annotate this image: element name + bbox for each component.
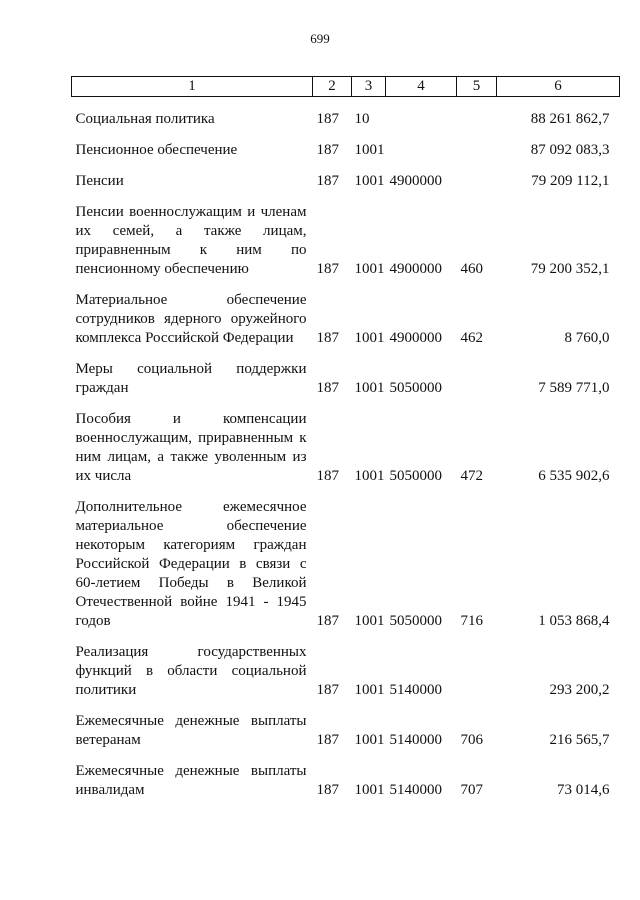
budget-table — [71, 76, 620, 800]
table-row — [72, 129, 620, 160]
row-col-3-cell: 1001 — [354, 261, 385, 277]
row-col-5-cell — [457, 160, 497, 191]
row-col-3-cell: 1001 — [354, 380, 385, 396]
header-col-4: 4 — [386, 77, 457, 97]
row-col-2-cell: 187 — [316, 173, 339, 189]
row-col-3-cell: 1001 — [354, 330, 385, 346]
row-col-5-cell — [457, 348, 497, 398]
table-row — [72, 97, 620, 130]
row-amount-cell: 87 092 083,3 — [530, 142, 610, 158]
row-col-3-cell: 1001 — [354, 173, 385, 189]
row-col-5-cell: 707 — [460, 782, 483, 798]
row-col-2-cell: 187 — [316, 682, 339, 698]
row-name-cell: Пенсии — [75, 173, 124, 189]
header-col-5: 5 — [457, 77, 497, 97]
table-row — [72, 398, 620, 486]
row-amount-cell: 73 014,6 — [557, 782, 610, 798]
row-amount-cell: 1 053 868,4 — [538, 613, 610, 629]
row-col-4-cell: 5140000 — [389, 782, 442, 798]
row-col-2-cell: 187 — [316, 468, 339, 484]
header-col-1: 1 — [72, 77, 313, 97]
row-col-5-cell: 706 — [460, 732, 483, 748]
table-row — [72, 486, 620, 631]
row-col-5-cell: 462 — [460, 330, 483, 346]
row-amount-cell: 88 261 862,7 — [530, 111, 610, 127]
row-amount-cell: 6 535 902,6 — [538, 468, 610, 484]
row-col-4-cell: 4900000 — [389, 261, 442, 277]
row-col-4-cell: 5140000 — [389, 682, 442, 698]
row-col-3-cell: 1001 — [354, 732, 385, 748]
row-col-4-cell: 5050000 — [389, 380, 442, 396]
row-col-3-cell: 1001 — [354, 782, 385, 798]
row-col-3-cell: 1001 — [354, 142, 385, 158]
row-col-4-cell: 5050000 — [389, 613, 442, 629]
row-name-cell: Материальное обеспечение сотрудников ядерного оружейного комплекса Российской Федерации — [75, 292, 307, 346]
row-col-3-cell: 1001 — [354, 468, 385, 484]
table-row — [72, 750, 620, 800]
row-amount-cell: 216 565,7 — [549, 732, 610, 748]
header-col-2: 2 — [313, 77, 352, 97]
row-col-4-cell — [386, 129, 457, 160]
row-col-4-cell: 4900000 — [389, 173, 442, 189]
row-col-2-cell: 187 — [316, 111, 339, 127]
table-row — [72, 348, 620, 398]
row-col-2-cell: 187 — [316, 782, 339, 798]
table-header-row — [72, 77, 620, 97]
row-col-2-cell: 187 — [316, 732, 339, 748]
row-name-cell: Пенсии военнослужащим и членам их семей, а также лицам, приравненным к ним по пенсионному обеспечению — [75, 204, 307, 277]
row-amount-cell: 79 209 112,1 — [531, 173, 610, 189]
table-row — [72, 279, 620, 348]
row-col-2-cell: 187 — [316, 613, 339, 629]
row-col-3-cell: 1001 — [354, 613, 385, 629]
row-amount-cell: 79 200 352,1 — [530, 261, 610, 277]
row-col-2-cell: 187 — [316, 261, 339, 277]
table-body — [72, 97, 620, 801]
row-col-5-cell — [457, 631, 497, 700]
row-col-4-cell: 5050000 — [389, 468, 442, 484]
row-amount-cell: 8 760,0 — [564, 330, 610, 346]
row-name-cell: Пенсионное обеспечение — [75, 142, 238, 158]
table-row — [72, 160, 620, 191]
table-row — [72, 191, 620, 279]
row-col-5-cell: 472 — [460, 468, 483, 484]
table-row — [72, 700, 620, 750]
row-name-cell: Дополнительное ежемесячное материальное обеспечение некоторым категориям граждан Российской Федерации в связи с 60-летием Победы в Великой Отечественной войне 1941 - 1945 годов — [75, 499, 307, 629]
row-col-2-cell: 187 — [316, 142, 339, 158]
row-col-3-cell: 10 — [354, 111, 370, 127]
row-name-cell: Социальная политика — [75, 111, 215, 127]
row-col-4-cell: 4900000 — [389, 330, 442, 346]
row-col-4-cell: 5140000 — [389, 732, 442, 748]
row-col-4-cell — [386, 97, 457, 130]
header-col-3: 3 — [352, 77, 386, 97]
table-row — [72, 631, 620, 700]
row-amount-cell: 7 589 771,0 — [538, 380, 610, 396]
row-name-cell: Ежемесячные денежные выплаты ветеранам — [75, 713, 307, 748]
row-name-cell: Ежемесячные денежные выплаты инвалидам — [75, 763, 307, 798]
row-col-2-cell: 187 — [316, 330, 339, 346]
row-col-3-cell: 1001 — [354, 682, 385, 698]
row-name-cell: Пособия и компенсации военнослужащим, приравненным к ним лицам, а также уволенным из их числа — [75, 411, 307, 484]
row-name-cell: Меры социальной поддержки граждан — [75, 361, 307, 396]
row-col-5-cell — [457, 97, 497, 130]
row-col-5-cell: 716 — [460, 613, 483, 629]
page-number: 699 — [310, 31, 330, 46]
row-amount-cell: 293 200,2 — [549, 682, 610, 698]
row-col-5-cell: 460 — [460, 261, 483, 277]
row-col-2-cell: 187 — [316, 380, 339, 396]
row-name-cell: Реализация государственных функций в области социальной политики — [75, 644, 307, 698]
header-col-6: 6 — [497, 77, 620, 97]
row-col-5-cell — [457, 129, 497, 160]
